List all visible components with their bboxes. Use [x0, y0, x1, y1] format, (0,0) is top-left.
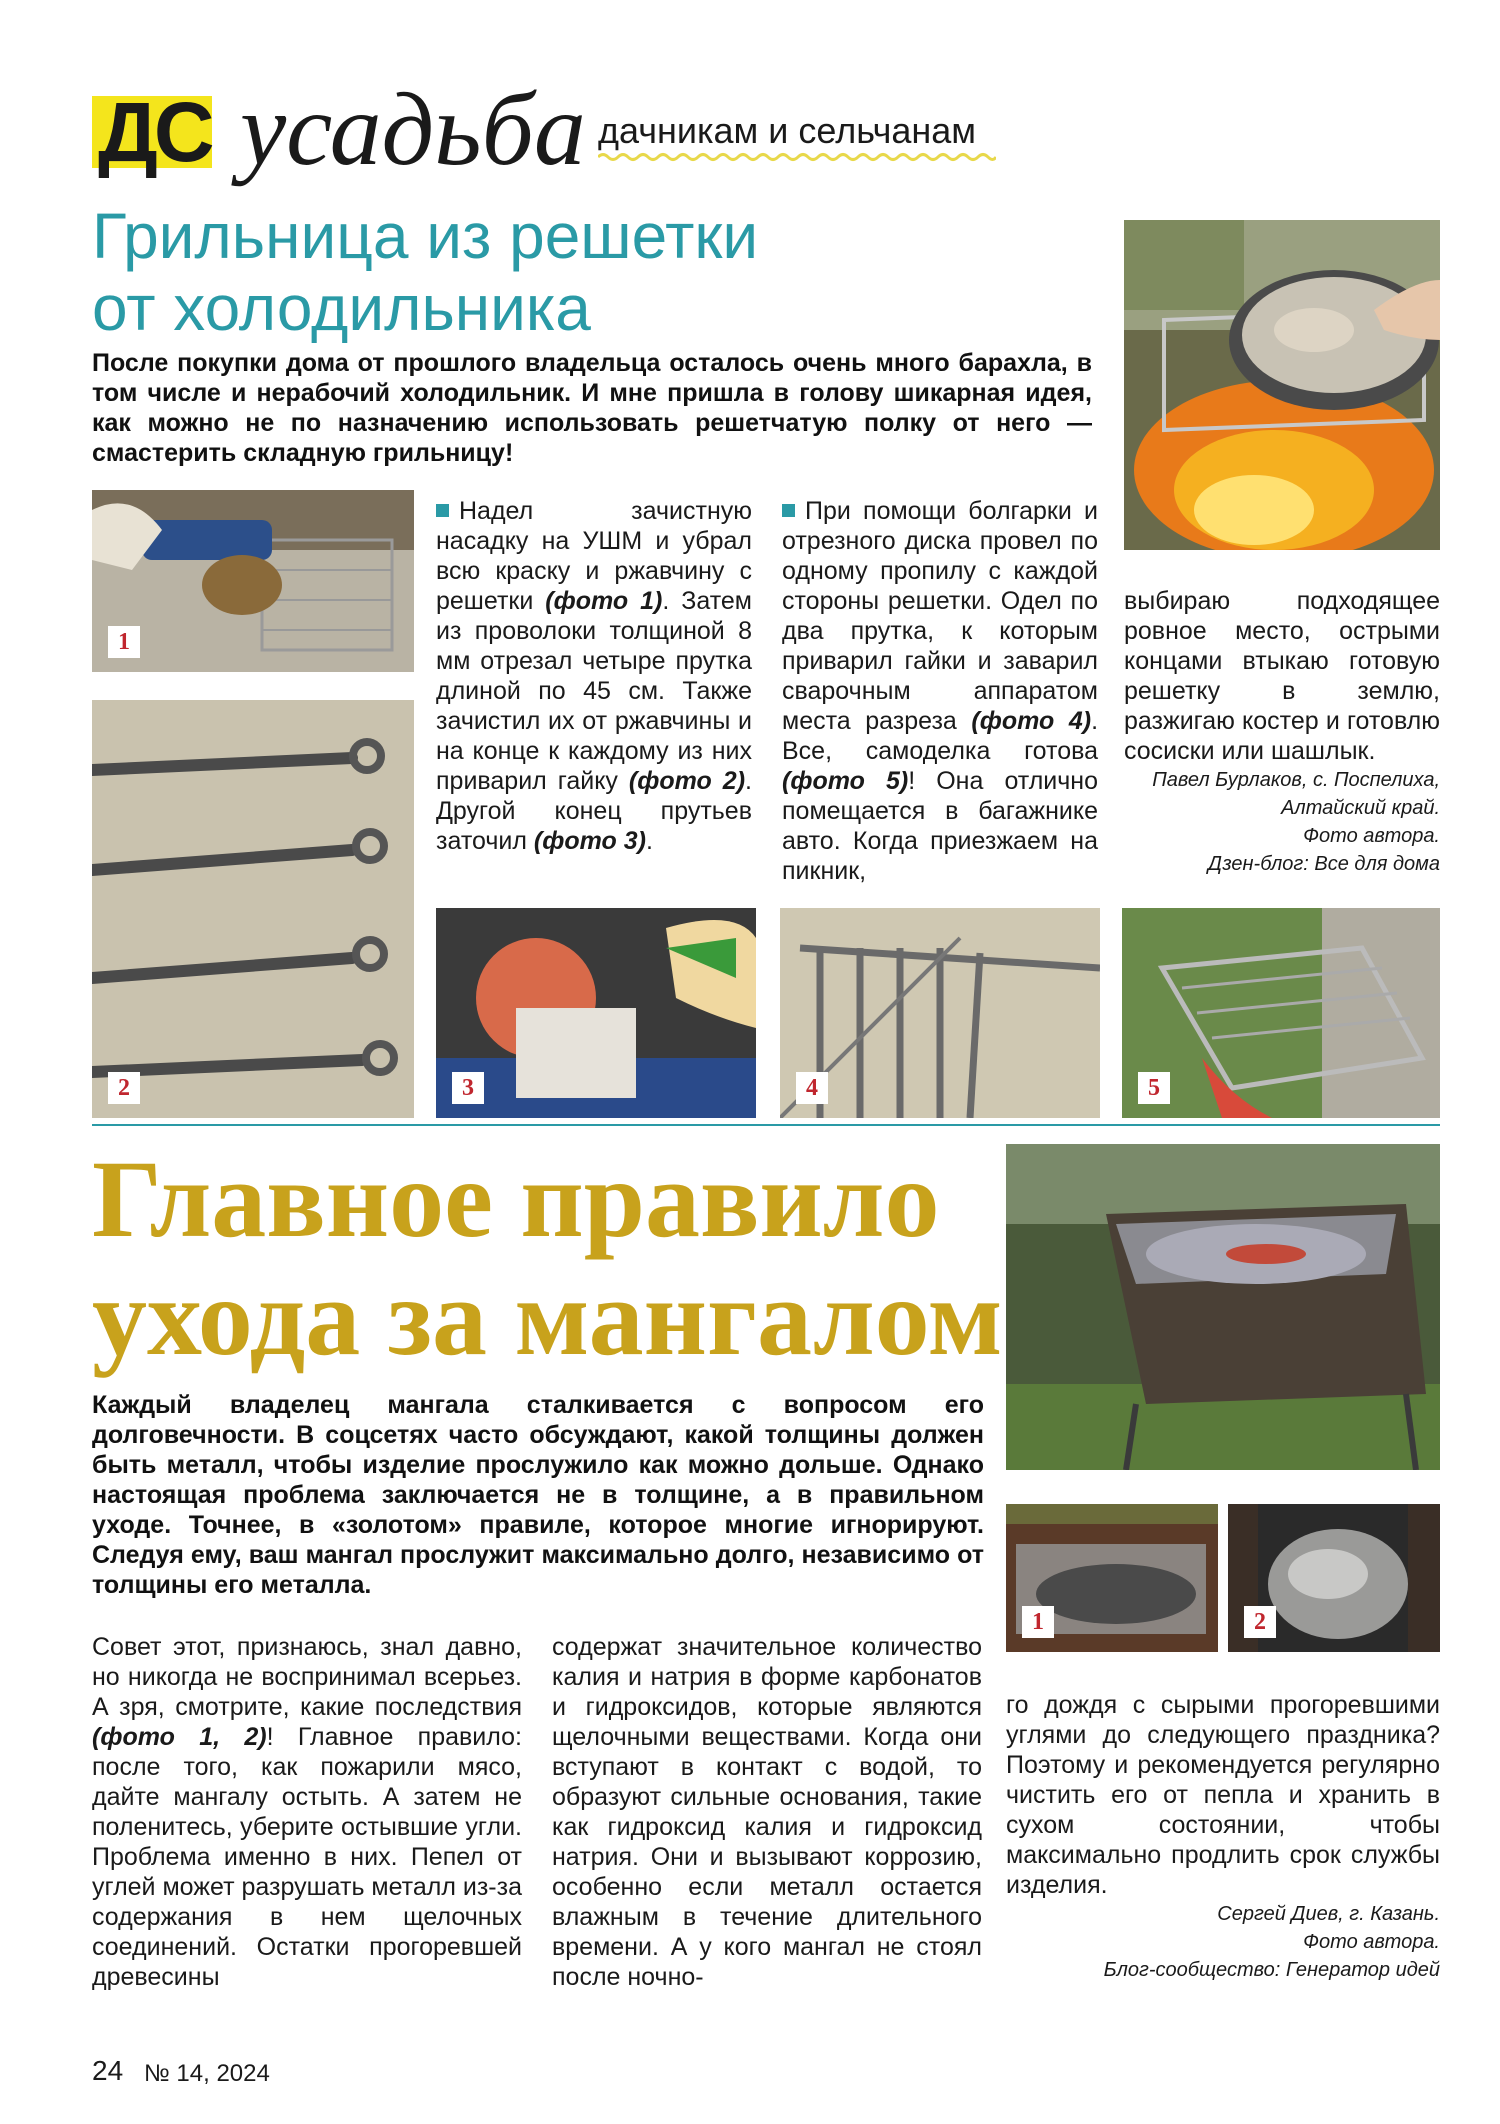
article1-lead: После покупки дома от прошлого владельца осталось очень много барахла, в том числе и нерабочий холодильник. И мне пришла в голову шикарная идея, как можно не по назначению использовать решетчатую полку от него — смастерить складную грильницу! — [92, 349, 1092, 467]
photo-number: 4 — [796, 1072, 828, 1104]
photo-5-finished-grill — [1122, 908, 1440, 1118]
article2-lead: Каждый владелец мангала сталкивается с вопросом его долговечности. В соцсетях часто обсуждают, какой толщины должен быть металл, чтобы изделие прослужило как можно дольше. Однако настоящая проблема заключается не в толщине, а в правильном уходе. Точнее, в «золотом» правиле, которое многие игнорируют. Следуя ему, ваш мангал прослужит максимально долго, независимо от толщины его металла. — [92, 1391, 984, 1599]
article2-column-3: го дождя с сырыми прогоревшими углями до следующего праздника? Поэтому и рекомендуется регулярно чистить его от пепла и хранить в сухом состоянии, чтобы максимально продлить срок службы изделия. — [1006, 1691, 1440, 1899]
photo-2-wet-ash-corrosion — [1228, 1504, 1440, 1652]
article1-author: Павел Бурлаков, с. Поспелиха, — [1152, 769, 1440, 791]
article2-author: Сергей Диев, г. Казань. — [1217, 1903, 1440, 1925]
photo-number: 1 — [108, 626, 140, 658]
article1-title — [92, 200, 1112, 344]
photo-number: 2 — [1244, 1606, 1276, 1638]
section-subtitle: дачникам и сельчанам — [598, 110, 977, 151]
article2-title — [92, 1140, 1192, 1376]
article1-title-line1: Грильница из решетки — [92, 200, 759, 272]
article1-photo-credit: Фото автора. — [1303, 825, 1440, 847]
photo-number: 2 — [108, 1072, 140, 1104]
article2-photo-credit: Фото автора. — [1303, 1931, 1440, 1953]
decorative-wave-line — [598, 152, 996, 162]
bullet-square-icon — [436, 504, 449, 517]
issue-number: № 14, 2024 — [144, 2060, 270, 2087]
photo-number: 1 — [1022, 1606, 1054, 1638]
article2-column-1: Совет этот, признаюсь, знал давно, но никогда не воспринимал всерьез. А зря, смотрите, какие последствия (фото 1, 2)! Главное правило: после того, как пожарили мясо, дайте мангалу остыть. А затем не поленитесь, уберите остывшие угли. Проблема именно в них. Пепел от углей может разрушать металл из-за содержания в нем щелочных соединений. Остатки прогоревшей древесины — [92, 1633, 522, 1991]
article1-column-2: При помощи болгарки и отрезного диска провел по одному пропилу с каждой стороны решетки. Одел по два прутка, к которым приварил гайки и заварил сварочным аппаратом места разреза (фото 4). Все, самоделка готова (фото 5)! Она отлично помещается в багажнике авто. Когда приезжаем на пикник, — [782, 497, 1099, 885]
article1-column-1: Надел зачистную насадку на УШМ и убрал всю краску и ржавчину с решетки (фото 1). Затем из проволоки толщиной 8 мм отрезал четыре прутка длиной по 45 см. Также зачистил их от ржавчины и на конце к каждому из них приварил гайку (фото 2). Другой конец прутьев заточил (фото 3). — [436, 497, 752, 855]
photo-number: 3 — [452, 1072, 484, 1104]
article2-title-line2: ухода за мангалом — [92, 1256, 1003, 1378]
article1-source: Дзен-блог: Все для дома — [1207, 853, 1440, 875]
article2-column-2: содержат значительное количество калия и натрия в форме карбонатов и гидроксидов, которые являются щелочными веществами. Когда они вступают в контакт с водой, то образуют сильные основания, такие как гидроксид калия и гидроксид натрия. Они и вызывают коррозию, особенно если металл остается влажным в течение длительного времени. А у кого мангал не стоял после ночно- — [552, 1633, 982, 1991]
photo-1-ash-in-mangal — [1006, 1504, 1218, 1652]
photo-2-rods-with-nuts — [92, 700, 414, 1118]
page-number: 24 — [92, 2055, 124, 2086]
photo-3-sharpening-rod — [436, 908, 756, 1118]
photo-1-grinder-cleaning — [92, 490, 414, 672]
article2-signature — [1040, 1900, 1440, 1984]
logo-ds-block — [92, 85, 212, 179]
photo-grill-pan-fire — [1124, 220, 1440, 550]
logo-ds-letters: ДС — [98, 85, 211, 179]
article1-signature — [1100, 766, 1440, 878]
photo-4-welded-grid — [780, 908, 1100, 1118]
logo-word: усадьба — [240, 72, 586, 187]
article2-source: Блог-сообщество: Генератор идей — [1103, 1959, 1440, 1981]
photo-number: 5 — [1138, 1072, 1170, 1104]
article2-title-line1: Главное правило — [92, 1138, 940, 1260]
article1-region: Алтайский край. — [1281, 797, 1440, 819]
article1-column-3: выбираю подходящее ровное место, острыми концами втыкаю готовую решетку в землю, разжигаю костер и готовлю сосиски или шашлык. — [1124, 587, 1440, 765]
article1-title-line2: от холодильника — [92, 272, 591, 344]
bullet-square-icon — [782, 504, 795, 517]
section-divider — [92, 1124, 1440, 1126]
